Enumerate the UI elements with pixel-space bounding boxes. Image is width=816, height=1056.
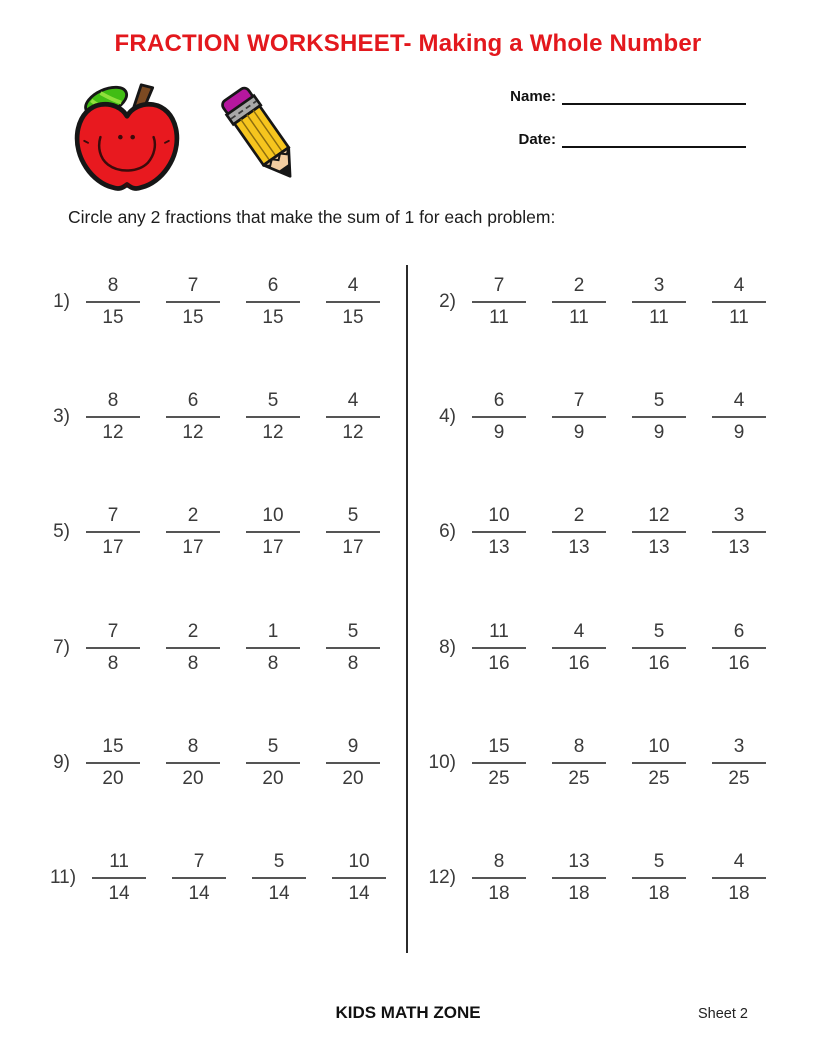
problem-number: 5) <box>53 521 70 543</box>
fraction-numerator: 6 <box>472 390 526 418</box>
fraction-numerator: 4 <box>552 621 606 649</box>
fraction-numerator: 7 <box>86 621 140 649</box>
fraction-numerator: 12 <box>632 505 686 533</box>
problem-row <box>408 705 816 820</box>
fraction-numerator: 10 <box>332 851 386 879</box>
fraction-option[interactable] <box>632 621 686 675</box>
fraction-denominator: 13 <box>488 537 510 559</box>
fraction-denominator: 9 <box>493 421 505 443</box>
fraction-option[interactable] <box>552 505 606 559</box>
problem-number: 12) <box>428 867 456 889</box>
fraction-option[interactable] <box>552 736 606 790</box>
fraction-option[interactable] <box>712 736 766 790</box>
problem-number: 8) <box>439 636 456 658</box>
fraction-option[interactable] <box>552 851 606 905</box>
fraction-option[interactable] <box>252 851 306 905</box>
fraction-denominator: 15 <box>342 306 364 328</box>
fraction-option[interactable] <box>326 505 380 559</box>
problems-area <box>0 244 816 936</box>
problem-row <box>50 821 406 936</box>
fraction-denominator: 18 <box>728 883 750 905</box>
fraction-numerator: 6 <box>246 275 300 303</box>
fraction-numerator: 15 <box>472 736 526 764</box>
fraction-denominator: 13 <box>648 537 670 559</box>
problem-row <box>50 359 406 474</box>
fraction-numerator: 10 <box>472 505 526 533</box>
fraction-denominator: 8 <box>107 652 119 674</box>
fraction-denominator: 25 <box>488 767 510 789</box>
fraction-denominator: 18 <box>648 883 670 905</box>
fraction-numerator: 10 <box>632 736 686 764</box>
fraction-numerator: 7 <box>552 390 606 418</box>
fraction-numerator: 5 <box>632 390 686 418</box>
fraction-numerator: 5 <box>246 390 300 418</box>
date-input-line[interactable] <box>562 129 746 148</box>
date-field-row <box>508 129 746 148</box>
fraction-denominator: 17 <box>262 537 284 559</box>
fraction-numerator: 7 <box>172 851 226 879</box>
fraction-numerator: 13 <box>552 851 606 879</box>
fraction-denominator: 25 <box>568 767 590 789</box>
problem-number: 6) <box>439 521 456 543</box>
header-graphics <box>70 82 314 196</box>
fraction-denominator: 9 <box>573 421 585 443</box>
fraction-option[interactable] <box>326 621 380 675</box>
fraction-option[interactable] <box>246 390 300 444</box>
fraction-option[interactable] <box>246 736 300 790</box>
fraction-denominator: 16 <box>648 652 670 674</box>
problems-left <box>0 244 406 936</box>
name-field-row <box>508 86 746 105</box>
apple-icon <box>70 82 184 196</box>
fraction-numerator: 9 <box>326 736 380 764</box>
fraction-option[interactable] <box>86 621 140 675</box>
fraction-denominator: 8 <box>347 652 359 674</box>
student-fields <box>508 86 746 172</box>
problem-row <box>50 590 406 705</box>
problem-number: 4) <box>439 405 456 427</box>
fraction-option[interactable] <box>166 275 220 329</box>
fraction-option[interactable] <box>472 621 526 675</box>
fraction-option[interactable] <box>632 275 686 329</box>
fraction-option[interactable] <box>246 505 300 559</box>
fraction-option[interactable] <box>472 736 526 790</box>
fraction-numerator: 8 <box>552 736 606 764</box>
fraction-numerator: 5 <box>246 736 300 764</box>
fraction-option[interactable] <box>326 390 380 444</box>
fraction-denominator: 20 <box>342 767 364 789</box>
name-input-line[interactable] <box>562 86 746 105</box>
fraction-option[interactable] <box>472 390 526 444</box>
fraction-option[interactable] <box>552 390 606 444</box>
fraction-option[interactable] <box>632 851 686 905</box>
fraction-denominator: 16 <box>488 652 510 674</box>
fraction-denominator: 14 <box>188 883 210 905</box>
fraction-option[interactable] <box>712 505 766 559</box>
problem-number: 11) <box>50 867 77 889</box>
fraction-denominator: 12 <box>182 421 204 443</box>
fraction-option[interactable] <box>472 275 526 329</box>
fraction-denominator: 12 <box>262 421 284 443</box>
footer-sheet-number: Sheet 2 <box>698 1006 748 1022</box>
pencil-icon <box>210 82 314 190</box>
fraction-denominator: 13 <box>728 537 750 559</box>
fraction-option[interactable] <box>632 390 686 444</box>
problem-row <box>50 244 406 359</box>
fraction-option[interactable] <box>332 851 386 905</box>
problem-number: 7) <box>53 636 70 658</box>
fraction-option[interactable] <box>172 851 226 905</box>
fraction-numerator: 2 <box>552 275 606 303</box>
fraction-denominator: 15 <box>102 306 124 328</box>
fraction-option[interactable] <box>552 275 606 329</box>
fraction-denominator: 14 <box>348 883 370 905</box>
fraction-numerator: 15 <box>86 736 140 764</box>
fraction-numerator: 10 <box>246 505 300 533</box>
fraction-denominator: 14 <box>108 883 130 905</box>
fraction-numerator: 6 <box>712 621 766 649</box>
footer-brand: KIDS MATH ZONE <box>335 1003 481 1022</box>
problem-row <box>408 359 816 474</box>
fraction-denominator: 18 <box>488 883 510 905</box>
problem-row <box>408 821 816 936</box>
fraction-numerator: 4 <box>712 851 766 879</box>
problems-right <box>408 244 816 936</box>
fraction-numerator: 11 <box>472 621 526 649</box>
fraction-option[interactable] <box>92 851 146 905</box>
problem-number: 10) <box>428 751 456 773</box>
fraction-numerator: 4 <box>712 275 766 303</box>
fraction-denominator: 9 <box>653 421 665 443</box>
fraction-numerator: 7 <box>166 275 220 303</box>
fraction-denominator: 13 <box>568 537 590 559</box>
fraction-numerator: 8 <box>86 390 140 418</box>
fraction-numerator: 3 <box>712 505 766 533</box>
fraction-option[interactable] <box>246 275 300 329</box>
fraction-option[interactable] <box>166 505 220 559</box>
problem-row <box>50 475 406 590</box>
fraction-denominator: 11 <box>729 306 749 328</box>
fraction-denominator: 15 <box>262 306 284 328</box>
fraction-numerator: 2 <box>552 505 606 533</box>
name-label: Name: <box>510 88 556 105</box>
fraction-numerator: 7 <box>86 505 140 533</box>
fraction-numerator: 3 <box>632 275 686 303</box>
fraction-numerator: 5 <box>632 621 686 649</box>
problem-number: 9) <box>53 751 70 773</box>
fraction-denominator: 11 <box>569 306 589 328</box>
fraction-denominator: 12 <box>342 421 364 443</box>
problem-number: 3) <box>53 405 70 427</box>
fraction-denominator: 8 <box>187 652 199 674</box>
fraction-denominator: 15 <box>182 306 204 328</box>
fraction-numerator: 7 <box>472 275 526 303</box>
fraction-option[interactable] <box>166 736 220 790</box>
fraction-option[interactable] <box>86 505 140 559</box>
fraction-option[interactable] <box>712 621 766 675</box>
fraction-option[interactable] <box>326 736 380 790</box>
instruction-text: Circle any 2 fractions that make the sum of 1 for each problem: <box>68 207 556 227</box>
fraction-denominator: 25 <box>728 767 750 789</box>
fraction-option[interactable] <box>86 275 140 329</box>
fraction-option[interactable] <box>326 275 380 329</box>
fraction-denominator: 16 <box>568 652 590 674</box>
fraction-option[interactable] <box>86 736 140 790</box>
fraction-denominator: 9 <box>733 421 745 443</box>
problem-row <box>408 244 816 359</box>
fraction-numerator: 2 <box>166 621 220 649</box>
fraction-numerator: 2 <box>166 505 220 533</box>
fraction-option[interactable] <box>86 390 140 444</box>
fraction-denominator: 20 <box>182 767 204 789</box>
fraction-denominator: 17 <box>342 537 364 559</box>
fraction-option[interactable] <box>632 505 686 559</box>
fraction-option[interactable] <box>712 851 766 905</box>
fraction-option[interactable] <box>472 505 526 559</box>
page-title: FRACTION WORKSHEET- Making a Whole Number <box>114 30 702 57</box>
fraction-numerator: 11 <box>92 851 146 879</box>
fraction-option[interactable] <box>246 621 300 675</box>
fraction-numerator: 6 <box>166 390 220 418</box>
fraction-numerator: 4 <box>326 390 380 418</box>
fraction-denominator: 20 <box>262 767 284 789</box>
problem-row <box>408 590 816 705</box>
fraction-numerator: 8 <box>86 275 140 303</box>
fraction-option[interactable] <box>552 621 606 675</box>
fraction-numerator: 5 <box>326 621 380 649</box>
fraction-option[interactable] <box>166 621 220 675</box>
problem-row <box>50 705 406 820</box>
problem-row <box>408 475 816 590</box>
fraction-denominator: 11 <box>489 306 509 328</box>
fraction-option[interactable] <box>712 390 766 444</box>
fraction-denominator: 11 <box>649 306 669 328</box>
problem-number: 1) <box>53 290 70 312</box>
problem-number: 2) <box>439 290 456 312</box>
fraction-numerator: 5 <box>252 851 306 879</box>
fraction-numerator: 4 <box>712 390 766 418</box>
fraction-denominator: 18 <box>568 883 590 905</box>
fraction-option[interactable] <box>632 736 686 790</box>
fraction-denominator: 16 <box>728 652 750 674</box>
fraction-denominator: 17 <box>102 537 124 559</box>
fraction-denominator: 8 <box>267 652 279 674</box>
fraction-numerator: 8 <box>472 851 526 879</box>
fraction-denominator: 12 <box>102 421 124 443</box>
fraction-numerator: 5 <box>326 505 380 533</box>
fraction-option[interactable] <box>472 851 526 905</box>
date-label: Date: <box>518 131 556 148</box>
fraction-numerator: 3 <box>712 736 766 764</box>
fraction-numerator: 5 <box>632 851 686 879</box>
fraction-option[interactable] <box>712 275 766 329</box>
fraction-numerator: 8 <box>166 736 220 764</box>
fraction-denominator: 17 <box>182 537 204 559</box>
fraction-numerator: 1 <box>246 621 300 649</box>
fraction-denominator: 14 <box>268 883 290 905</box>
fraction-denominator: 25 <box>648 767 670 789</box>
fraction-denominator: 20 <box>102 767 124 789</box>
fraction-option[interactable] <box>166 390 220 444</box>
fraction-numerator: 4 <box>326 275 380 303</box>
